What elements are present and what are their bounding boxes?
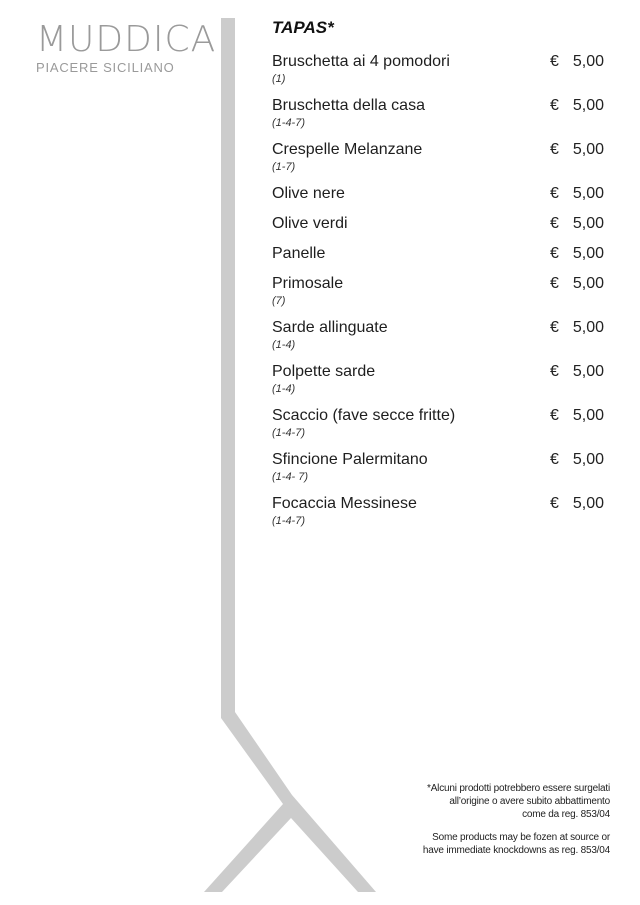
menu-item <box>272 362 612 396</box>
menu-item <box>272 244 612 264</box>
menu-item-name: Polpette sarde <box>272 363 376 380</box>
menu-item-price <box>550 96 604 116</box>
currency-symbol: € <box>549 215 559 232</box>
footnote-it-line-2: all’origine o avere subito abbattimento <box>449 796 610 807</box>
currency-symbol: € <box>549 185 559 202</box>
menu-item <box>272 140 612 174</box>
price-amount: 5,00 <box>572 141 604 158</box>
section-title: TAPAS* <box>272 18 334 37</box>
price-amount: 5,00 <box>572 215 604 232</box>
footnote-italian <box>350 782 610 821</box>
menu-item-allergens: (1-4-7) <box>272 117 306 129</box>
currency-symbol: € <box>549 319 559 336</box>
menu-item-price <box>550 244 604 264</box>
price-amount: 5,00 <box>572 275 604 292</box>
menu-item-allergens: (1) <box>272 73 286 85</box>
menu-item-allergens: (1-4-7) <box>272 427 306 439</box>
brand-tagline: PIACERE SICILIANO <box>36 60 175 75</box>
menu-item <box>272 274 612 308</box>
menu-item-name: Panelle <box>272 245 326 262</box>
menu-item <box>272 184 612 204</box>
footnote-it-line-3: come da reg. 853/04 <box>522 809 610 820</box>
menu-item-allergens: (1-4) <box>272 339 296 351</box>
menu-item <box>272 494 612 528</box>
menu-item-price <box>550 494 604 514</box>
footnote-it-line-1: *Alcuni prodotti potrebbero essere surgelati <box>427 783 610 794</box>
menu-item-price <box>550 450 604 470</box>
menu-item-price <box>550 362 604 382</box>
menu-item <box>272 52 612 86</box>
menu-item-price <box>550 406 604 426</box>
footnote-en-line-2: have immediate knockdowns as reg. 853/04 <box>422 845 610 856</box>
menu-item-name: Bruschetta ai 4 pomodori <box>272 53 450 70</box>
menu-item-list <box>272 52 612 528</box>
menu-item <box>272 96 612 130</box>
menu-item-allergens: (1-4- 7) <box>272 471 309 483</box>
price-amount: 5,00 <box>572 53 604 70</box>
brand-name: MUDDICA <box>36 19 217 60</box>
menu-item <box>272 318 612 352</box>
currency-symbol: € <box>549 275 559 292</box>
menu-item-name: Olive nere <box>272 185 345 202</box>
currency-symbol: € <box>549 363 559 380</box>
currency-symbol: € <box>549 53 559 70</box>
menu-item-name: Bruschetta della casa <box>272 97 425 114</box>
menu-item-name: Crespelle Melanzane <box>272 141 423 158</box>
menu-item-price <box>550 184 604 204</box>
currency-symbol: € <box>549 451 559 468</box>
menu-item-name: Scaccio (fave secce fritte) <box>272 407 456 424</box>
menu-item-price <box>550 140 604 160</box>
currency-symbol: € <box>549 407 559 424</box>
menu-item-name: Primosale <box>272 275 344 292</box>
menu-item-allergens: (1-4) <box>272 383 296 395</box>
currency-symbol: € <box>549 245 559 262</box>
footnote-en-line-1: Some products may be fozen at source or <box>432 832 610 843</box>
brand-logo <box>36 19 217 75</box>
currency-symbol: € <box>549 495 559 512</box>
menu-item-price <box>550 214 604 234</box>
tapas-menu <box>272 18 612 538</box>
menu-item-name: Focaccia Messinese <box>272 495 417 512</box>
menu-item <box>272 214 612 234</box>
price-amount: 5,00 <box>572 451 604 468</box>
price-amount: 5,00 <box>572 245 604 262</box>
price-amount: 5,00 <box>572 495 604 512</box>
currency-symbol: € <box>549 97 559 114</box>
menu-item-price <box>550 52 604 72</box>
price-amount: 5,00 <box>572 185 604 202</box>
menu-item-allergens: (7) <box>272 295 286 307</box>
menu-item-name: Sarde allinguate <box>272 319 388 336</box>
menu-item-price <box>550 274 604 294</box>
menu-item-name: Olive verdi <box>272 215 348 232</box>
footnote-english <box>350 831 610 857</box>
menu-item-price <box>550 318 604 338</box>
price-amount: 5,00 <box>572 363 604 380</box>
menu-item <box>272 406 612 440</box>
price-amount: 5,00 <box>572 407 604 424</box>
menu-item-allergens: (1-7) <box>272 161 296 173</box>
menu-item-allergens: (1-4-7) <box>272 515 306 527</box>
footnote <box>350 782 610 867</box>
menu-item-name: Sfincione Palermitano <box>272 451 428 468</box>
currency-symbol: € <box>549 141 559 158</box>
menu-item <box>272 450 612 484</box>
price-amount: 5,00 <box>572 97 604 114</box>
price-amount: 5,00 <box>572 319 604 336</box>
